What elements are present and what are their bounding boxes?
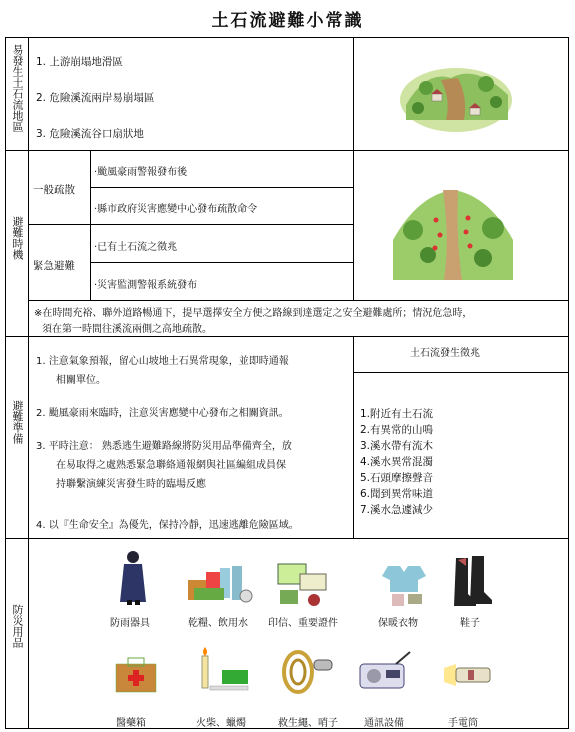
supply-communication-label: 通訊設備 (364, 718, 404, 729)
prep-item-1b: 相關單位。 (56, 375, 106, 386)
food-water-icon (186, 558, 256, 608)
area-item-2: 2. 危險溪流兩岸易崩塌區 (36, 92, 155, 104)
prep-item-3c: 持聯繫演練災害發生時的臨場反應 (56, 479, 206, 490)
prep-item-3b: 在易取得之處熟悉緊急聯絡通報網與社區編組成員保 (56, 460, 286, 471)
supply-documents-label: 印信、重要證件 (268, 618, 338, 629)
supply-rope-label: 救生繩、哨子 (278, 718, 338, 729)
supplies-label: 防災用品 (11, 604, 24, 648)
timing-note-line-1: ※在時間充裕、聯外道路暢通下，提早選擇安全方便之路線到達選定之安全避難處所；情況危急時， (34, 308, 473, 319)
sign-item-2: 2.有異常的山鳴 (360, 424, 434, 436)
prep-item-1a: 1. 注意氣象預報，留心山坡地土石異常現象，並即時通報 (36, 356, 289, 367)
timing-note-line-2: 須在第一時間往溪流兩側之高地疏散。 (42, 324, 212, 335)
supply-clothing-label: 保暖衣物 (378, 618, 418, 629)
emergency-item-2: ·災害監測警報系統發布 (94, 280, 198, 291)
clothing-icon (380, 562, 430, 608)
communication-device-icon (356, 650, 416, 696)
supply-food-water-label: 乾糧、飲用水 (188, 618, 248, 629)
emergency-evacuation-label: 緊急避難 (33, 260, 75, 272)
sign-item-6: 6.聞到異常味道 (360, 488, 434, 500)
evacuation-illustration (388, 160, 518, 290)
general-item-1: ·颱風豪雨警報發布後 (94, 167, 188, 178)
signs-title: 土石流發生徵兆 (410, 348, 480, 359)
rope-whistle-icon (280, 646, 336, 696)
area-item-1: 1. 上游崩塌地滑區 (36, 56, 123, 68)
shoes-icon (450, 554, 494, 608)
info-table (5, 37, 569, 729)
supply-raincoat-label: 防雨器具 (110, 618, 150, 629)
prep-item-4: 4. 以『生命安全』為優先，保持冷靜，迅速逃離危險區域。 (36, 520, 299, 531)
sign-item-4: 4.溪水異常混濁 (360, 456, 434, 468)
raincoat-icon (118, 550, 148, 606)
page-title: 土石流避難小常識 (211, 11, 364, 31)
areas-label: 易發生土石流地區 (11, 44, 24, 132)
general-evacuation-label: 一般疏散 (33, 184, 75, 196)
supply-matches-label: 火柴、蠟燭 (196, 718, 246, 729)
sign-item-5: 5.石頭摩擦聲音 (360, 472, 434, 484)
prep-item-3a: 3. 平時注意： 熟悉逃生避難路線將防災用品準備齊全，放 (36, 441, 292, 452)
prep-item-2: 2. 颱風豪雨來臨時，注意災害應變中心發布之相關資訊。 (36, 408, 289, 419)
supply-shoes-label: 鞋子 (460, 618, 480, 629)
sign-item-7: 7.溪水急遽減少 (360, 504, 434, 516)
landslide-illustration (396, 50, 516, 140)
area-item-3: 3. 危險溪流谷口扇狀地 (36, 128, 144, 140)
preparation-label: 避難準備 (11, 400, 24, 444)
supply-flashlight-label: 手電筒 (448, 718, 478, 729)
medical-kit-icon (114, 654, 158, 694)
matches-candles-icon (196, 644, 252, 696)
supply-medical-kit-label: 醫藥箱 (116, 718, 146, 729)
sign-item-3: 3.溪水帶有流木 (360, 440, 434, 452)
sign-item-1: 1.附近有土石流 (360, 408, 434, 420)
flashlight-icon (440, 658, 496, 692)
emergency-item-1: ·已有土石流之徵兆 (94, 242, 178, 253)
general-item-2: ·縣市政府災害應變中心發布疏散命令 (94, 204, 258, 215)
documents-icon (274, 560, 334, 610)
timing-label: 避難時機 (11, 216, 24, 260)
